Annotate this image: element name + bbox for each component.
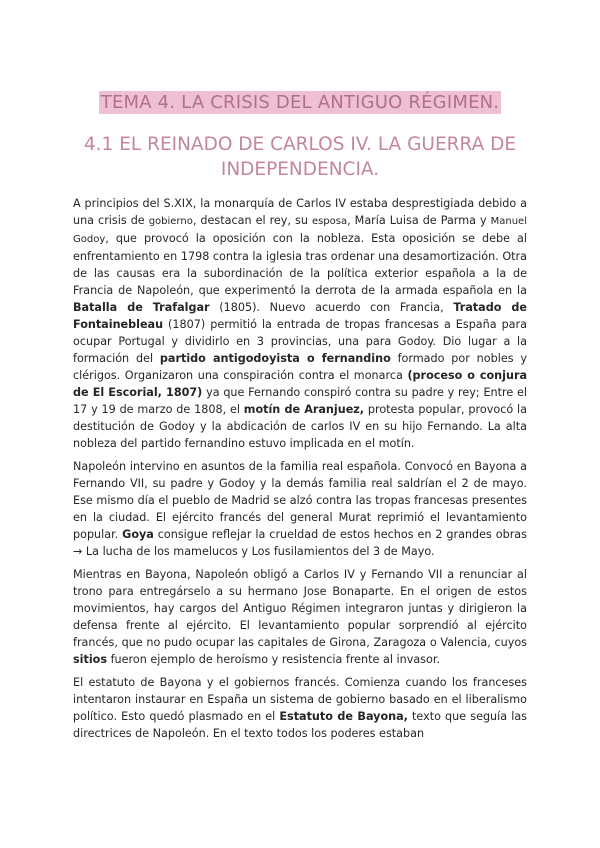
page-title-text: TEMA 4. LA CRISIS DEL ANTIGUO RÉGIMEN. <box>100 92 500 113</box>
paragraph: El estatuto de Bayona y el gobiernos francés. Comienza cuando los franceses intentaron instaurar en España un sistema de gobierno basado en el liberalismo político. Esto quedó plasmado en el Estatuto de Bayona, texto que seguía las directrices de Napoleón. En el texto todos los poderes estaban <box>73 676 528 740</box>
bold-term: Estatuto de Bayona, <box>279 710 408 723</box>
paragraph: Mientras en Bayona, Napoleón obligó a Carlos IV y Fernando VII a renunciar al trono para entregárselo a su hermano Jose Bonaparte. En el origen de estos movimientos, hay cargos del Antiguo Régimen integraron juntas y dirigieron la defensa frente al ejército. El levantamiento popular sorprendió al ejército francés, que no pudo ocupar las capitales de Girona, Zaragoza o Valencia, cuyos sitios fueron ejemplo de heroísmo y resistencia frente al invasor. <box>73 568 527 666</box>
page-title <box>0 92 600 113</box>
bold-term: Goya <box>122 528 154 541</box>
bold-term: motín de Aranjuez, <box>243 403 365 416</box>
body-text <box>73 195 527 748</box>
paragraph: A principios del S.XIX, la monarquía de Carlos IV estaba desprestigiada debido a una crisis de gobierno, destacan el rey, su esposa, María Luisa de Parma y Manuel Godoy, que provocó la oposición con la nobleza. Esta oposición se debe al enfrentamiento en 1798 contra la iglesia tras ordenar una desamortización. Otra de las causas era la subordinación de la política exterior española a la de Francia de Napoleón, que experimentó la derrota de la armada española en la Batalla de Trafalgar (1805). Nuevo acuerdo con Francia, Tratado de Fontainebleau (1807) permitió la entrada de tropas francesas a España para ocupar Portugal y dividirlo en 3 provincias, una para Godoy. Dio lugar a la formación del partido antigodoyista o fernandino formado por nobles y clérigos. Organizaron una conspiración contra el monarca (proceso o conjura de El Escorial, 1807) ya que Fernando conspiró contra su padre y rey; Entre el 17 y 19 de marzo de 1808, el motín de Aranjuez, protesta popular, provocó la destitución de Godoy y la abdicación de carlos IV en su hijo Fernando. La alta nobleza del partido fernandino estuvo implicada en el motín. <box>73 197 528 450</box>
bold-term: sitios <box>73 653 108 666</box>
paragraph: Napoleón intervino en asuntos de la familia real española. Convocó en Bayona a Fernando VII, su padre y Godoy y la demás familia real saldrían el 2 de mayo. Ese mismo día el pueblo de Madrid se alzó contra las tropas francesas presentes en la ciudad. El ejército francés del general Murat reprimió el levantamiento popular. Goya consigue reflejar la crueldad de estos hechos en 2 grandes obras → La lucha de los mamelucos y Los fusilamientos del 3 de Mayo. <box>73 460 527 558</box>
bold-term: Tratado de Fontainebleau <box>73 301 527 331</box>
bold-term: Batalla de Trafalgar <box>73 301 210 314</box>
section-heading: 4.1 EL REINADO DE CARLOS IV. LA GUERRA DE INDEPENDENCIA. <box>83 134 517 180</box>
bold-term: (proceso o conjura de El Escorial, 1807) <box>73 369 528 399</box>
bold-term: partido antigodoyista o fernandino <box>159 352 391 365</box>
